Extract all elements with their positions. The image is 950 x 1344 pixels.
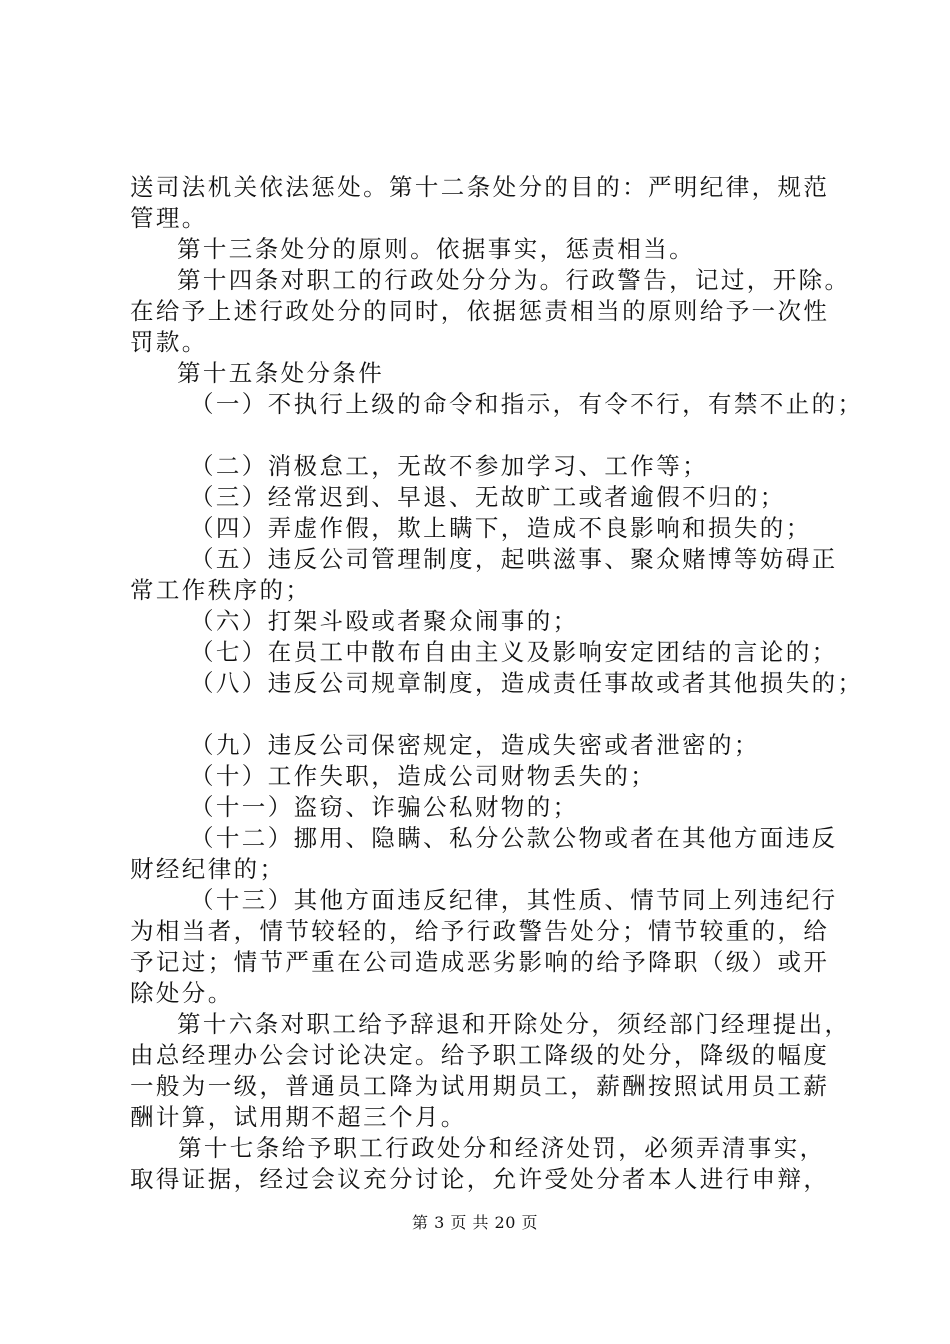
text-line: （五）违反公司管理制度，起哄滋事、聚众赌博等妨碍正 bbox=[190, 545, 838, 573]
text-line: （六）打架斗殴或者聚众闹事的； bbox=[190, 607, 579, 635]
text-line: （十）工作失职，造成公司财物丢失的； bbox=[190, 762, 657, 790]
page-footer: 第 3 页 共 20 页 bbox=[412, 1213, 538, 1232]
text-line: （一）不执行上级的命令和指示，有令不行，有禁不止的； bbox=[190, 390, 864, 418]
text-line: 取得证据，经过会议充分讨论，允许受处分者本人进行申辩， bbox=[130, 1165, 830, 1193]
text-line: 由总经理办公会讨论决定。给予职工降级的处分，降级的幅度 bbox=[130, 1041, 830, 1069]
text-line: 送司法机关依法惩处。第十二条处分的目的：严明纪律，规范 bbox=[130, 173, 830, 201]
blank-line bbox=[130, 420, 850, 451]
text-line: 一般为一级，普通员工降为试用期员工，薪酬按照试用员工薪 bbox=[130, 1072, 830, 1100]
text-line: 第十三条处分的原则。依据事实，惩责相当。 bbox=[177, 235, 695, 263]
text-line: 第十四条对职工的行政处分分为。行政警告，记过，开除。 bbox=[177, 266, 851, 294]
document-body bbox=[130, 172, 864, 1195]
text-line: 为相当者，情节较轻的，给予行政警告处分；情节较重的，给 bbox=[130, 917, 830, 945]
text-line: 管理。 bbox=[130, 204, 208, 232]
text-line: 财经纪律的； bbox=[130, 855, 286, 883]
text-line: 常工作秩序的； bbox=[130, 576, 312, 604]
text-line: 酬计算，试用期不超三个月。 bbox=[130, 1103, 467, 1131]
text-line: （八）违反公司规章制度，造成责任事故或者其他损失的； bbox=[190, 669, 864, 697]
text-line: （三）经常迟到、早退、无故旷工或者逾假不归的； bbox=[190, 483, 786, 511]
text-line: （十二）挪用、隐瞒、私分公款公物或者在其他方面违反 bbox=[190, 824, 838, 852]
text-line: （十三）其他方面违反纪律，其性质、情节同上列违纪行 bbox=[190, 886, 838, 914]
text-line: 除处分。 bbox=[130, 979, 234, 1007]
text-line: （二）消极怠工，无故不参加学习、工作等； bbox=[190, 452, 708, 480]
text-line: 在给予上述行政处分的同时，依据惩责相当的原则给予一次性 bbox=[130, 297, 830, 325]
text-line: 第十六条对职工给予辞退和开除处分，须经部门经理提出， bbox=[177, 1010, 851, 1038]
text-line: 予记过；情节严重在公司造成恶劣影响的给予降职（级）或开 bbox=[130, 948, 830, 976]
text-line: （十一）盗窃、诈骗公私财物的； bbox=[190, 793, 579, 821]
text-line: （七）在员工中散布自由主义及影响安定团结的言论的； bbox=[190, 638, 838, 666]
text-line: （四）弄虚作假，欺上瞒下，造成不良影响和损失的； bbox=[190, 514, 812, 542]
text-line: 罚款。 bbox=[130, 328, 208, 356]
text-line: （九）违反公司保密规定，造成失密或者泄密的； bbox=[190, 731, 760, 759]
text-line: 第十五条处分条件 bbox=[177, 359, 385, 387]
text-line: 第十七条给予职工行政处分和经济处罚，必须弄清事实， bbox=[178, 1134, 826, 1162]
blank-line bbox=[130, 699, 850, 730]
